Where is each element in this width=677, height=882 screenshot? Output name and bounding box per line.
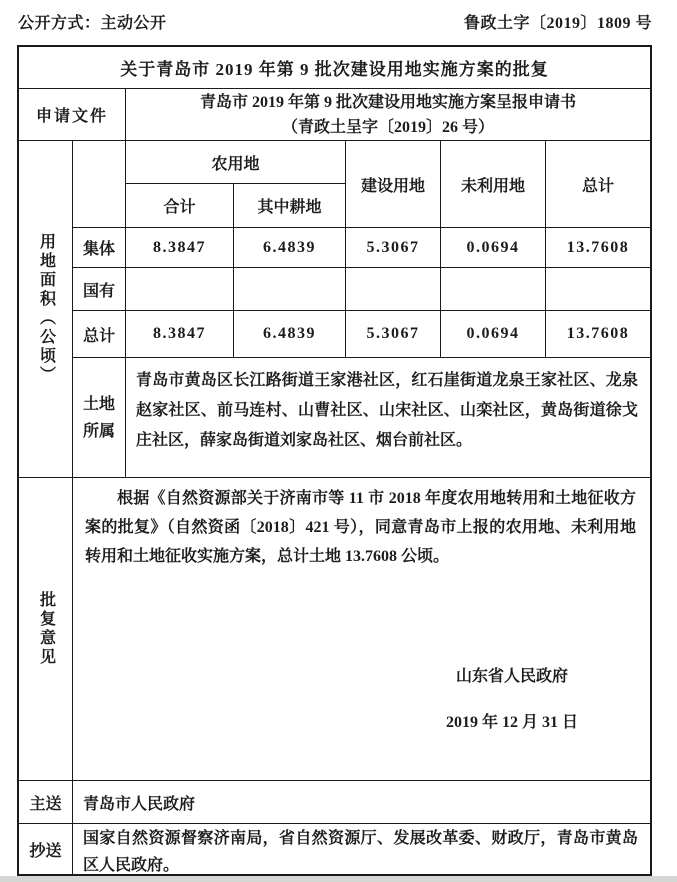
approval-opinion-paragraph: 根据《自然资源部关于济南市等 11 市 2018 年度农用地转用和土地征收方案的批复》（自然资函〔2018〕421 号），同意青岛市上报的农用地、未利用地转用和土地征收实施方案，总计土地 13.7608 公顷。	[85, 490, 636, 565]
state-cultivated	[234, 268, 346, 311]
approval-date: 2019 年 12 月 31 日	[445, 714, 578, 731]
total-farmland-subtotal: 8.3847	[126, 311, 234, 358]
land-ownership-label-text: 土地所属	[82, 395, 115, 440]
cc-content: 国家自然资源督察济南局，省自然资源厅、发展改革委、财政厅，青岛市黄岛区人民政府。	[83, 830, 638, 874]
collective-unused: 0.0694	[441, 228, 546, 268]
application-file-line2: （青政土呈字〔2019〕26 号）	[281, 118, 494, 136]
row-state-owned-label: 国有	[73, 268, 126, 311]
collective-construction: 5.3067	[346, 228, 441, 268]
collective-total: 13.7608	[546, 228, 650, 268]
state-total	[546, 268, 650, 311]
state-unused	[441, 268, 546, 311]
page-header	[18, 10, 652, 33]
row-total-label: 总计	[73, 311, 126, 358]
header-empty-cell	[73, 141, 126, 228]
document-title: 关于青岛市 2019 年第 9 批次建设用地实施方案的批复	[19, 47, 650, 89]
state-farmland-subtotal	[126, 268, 234, 311]
total-cultivated: 6.4839	[234, 311, 346, 358]
header-total: 总计	[546, 141, 650, 228]
total-unused: 0.0694	[441, 311, 546, 358]
page-bottom-edge	[0, 876, 677, 882]
approval-document-table	[17, 45, 652, 876]
approval-opinion-label	[19, 478, 73, 781]
header-subtotal: 合计	[126, 184, 234, 228]
header-unused-land: 未利用地	[441, 141, 546, 228]
land-area-label	[19, 141, 73, 478]
land-area-label-text: 用地面积（公顷）	[37, 233, 55, 385]
approval-signer: 山东省人民政府	[455, 668, 568, 685]
application-file-content	[126, 89, 650, 141]
application-file-line1: 青岛市 2019 年第 9 批次建设用地实施方案呈报申请书	[199, 93, 576, 111]
application-file-label: 申请文件	[19, 89, 126, 141]
land-ownership-label	[73, 358, 126, 478]
header-cultivated: 其中耕地	[234, 184, 346, 228]
cc-label: 抄送	[19, 824, 73, 874]
disclosure-method: 公开方式：主动公开	[18, 15, 167, 32]
collective-farmland-subtotal: 8.3847	[126, 228, 234, 268]
total-total: 13.7608	[546, 311, 650, 358]
total-construction: 5.3067	[346, 311, 441, 358]
approval-opinion-content	[73, 478, 650, 781]
header-construction-land: 建设用地	[346, 141, 441, 228]
approval-opinion-label-text: 批复意见	[37, 591, 55, 667]
main-recipient-label: 主送	[19, 781, 73, 824]
state-construction	[346, 268, 441, 311]
document-number: 鲁政土字〔2019〕1809 号	[463, 15, 652, 32]
main-recipient-content: 青岛市人民政府	[73, 781, 650, 824]
row-collective-label: 集体	[73, 228, 126, 268]
collective-cultivated: 6.4839	[234, 228, 346, 268]
land-ownership-content: 青岛市黄岛区长江路街道王家港社区，红石崖街道龙泉王家社区、龙泉赵家社区、前马连村、山曹社区、山宋社区、山栾社区，黄岛街道徐戈庄社区，薛家岛街道刘家岛社区、烟台前社区。	[126, 358, 650, 478]
header-farmland: 农用地	[126, 141, 346, 184]
